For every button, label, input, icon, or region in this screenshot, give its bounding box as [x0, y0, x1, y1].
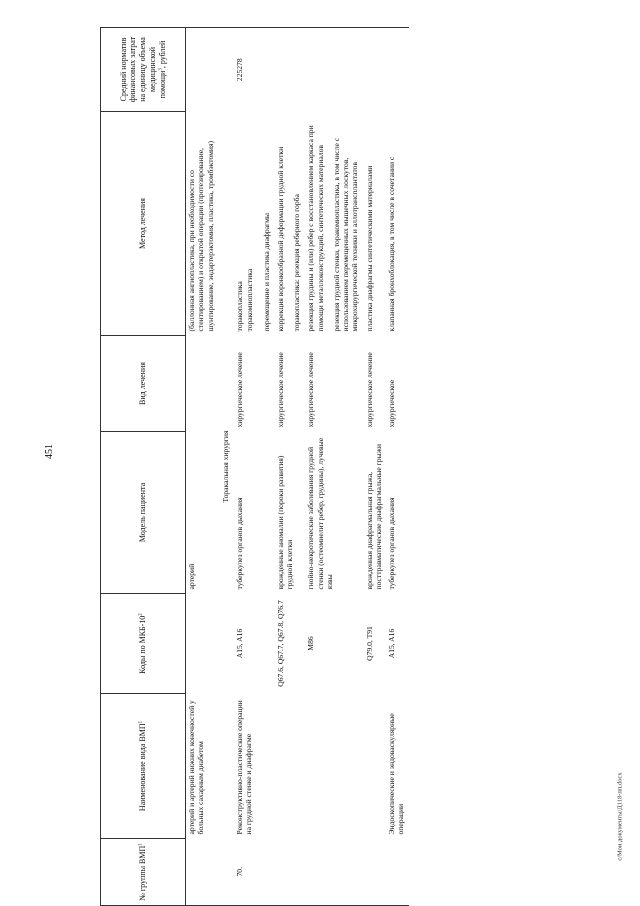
cell-vmp-name: артерий и артерий нижних конечностей у больных сахарным диабетом [187, 700, 206, 835]
cell-patient-model: туберкулез органов дыхания [387, 497, 396, 590]
cell-icd-codes: A15, A16 [235, 628, 244, 659]
table-row-continuation [186, 28, 218, 906]
section-row [218, 28, 234, 906]
rotated-page [100, 28, 620, 906]
table-header-row [101, 28, 186, 906]
method-item: торакопластика [235, 281, 244, 332]
header-patient-model: Модель пациента [101, 432, 186, 594]
section-title: Торакальная хирургия [218, 28, 234, 906]
cell-icd-codes: M86 [306, 636, 316, 651]
header-icd-codes: Коды по МКБ-$10^2$ [101, 594, 186, 694]
vmp-table [100, 27, 409, 906]
method-item: торакопластика: резекция реберного горба [292, 194, 301, 332]
table-row [234, 28, 275, 906]
table-row [386, 28, 409, 906]
cell-treatment-type: хирургическое лечение [275, 352, 285, 428]
cell-icd-codes: Q79.0, T91 [364, 626, 374, 661]
header-cost: Средний норматив финансовых затрат на единицу объема медицинской помощи$^3$, рублей [101, 28, 186, 112]
method-item: клапанная бронхоблокация, в том числе в сочетании с [387, 156, 396, 332]
cell-method [234, 112, 275, 336]
table-row [275, 28, 306, 906]
cell-patient-model: врожденные аномалии (пороки развития) грудной клетки [275, 455, 294, 590]
header-method: Метод лечения [101, 112, 186, 336]
cell-icd-codes: Q67.6, Q67.7, Q67.8, Q76.7 [275, 600, 285, 687]
cell-method [305, 112, 363, 336]
header-vmp-name: Наименование вида ВМП$^1$ [101, 694, 186, 839]
cell-treatment-type: хирургическое лечение [235, 352, 244, 428]
cell-icd-codes: A15, A16 [387, 628, 396, 659]
method-item: торакомиопластика [245, 268, 255, 332]
cell-method [364, 112, 387, 336]
table-row [305, 28, 363, 906]
table-row [364, 28, 387, 906]
header-treatment-type: Вид лечения [101, 336, 186, 432]
cell-method [386, 112, 409, 336]
method-item: перемещение и пластика диафрагмы [261, 213, 271, 332]
method-item: коррекция воронкообразной деформации грудной клетки [275, 146, 285, 332]
footer-file-path: с/Мои документы/Д118-пп.docx [616, 772, 624, 861]
cell-treatment-type: хирургическое лечение [306, 352, 316, 428]
cell-vmp-name: Реконструктивно-пластические операции на грудной стенке и диафрагме [235, 700, 254, 835]
cell-group-number: 70. [234, 839, 275, 906]
cell-patient-model: врожденная диафрагмальная грыжа, посттравматические диафрагмальные грыжи [364, 444, 383, 590]
cell-cost: 225278 [234, 28, 275, 112]
method-item: пластика диафрагмы синтетическими материалами [364, 165, 374, 332]
cell-method [275, 112, 306, 336]
rotated-content [100, 28, 620, 906]
method-item: резекция грудины и (или) ребер с восстановлением каркаса при помощи металлоконструкций, синтетических материалов [306, 125, 325, 332]
cell-patient-model: артерий [187, 563, 196, 590]
cell-treatment-type: хирургическое [387, 379, 396, 428]
cell-vmp-name: Эндоскопические и эндоваскулярные операции [387, 713, 406, 835]
page-number: 451 [43, 443, 55, 459]
cell-method: (баллонная ангиопластика, при необходимости со стентированием) и открытой операции (протезирование, шунтирование, эндартерэктомия, пластика, тромбэктомия) [187, 141, 215, 332]
cell-patient-model: туберкулез органов дыхания [235, 497, 244, 590]
cell-patient-model: гнойно-некротические заболевания грудной стенки (остеомиелит ребер, грудины), лучевые язвы [306, 437, 334, 590]
method-item: резекция грудной стенки, торакомиопластика, в том числе с использованием перемещенных мышечных лоскутов, микрохирургической техники и аллотрансплантатов [331, 137, 360, 332]
cell-treatment-type: хирургическое лечение [364, 352, 374, 428]
header-group-number: № группы ВМП$^1$ [101, 839, 186, 906]
